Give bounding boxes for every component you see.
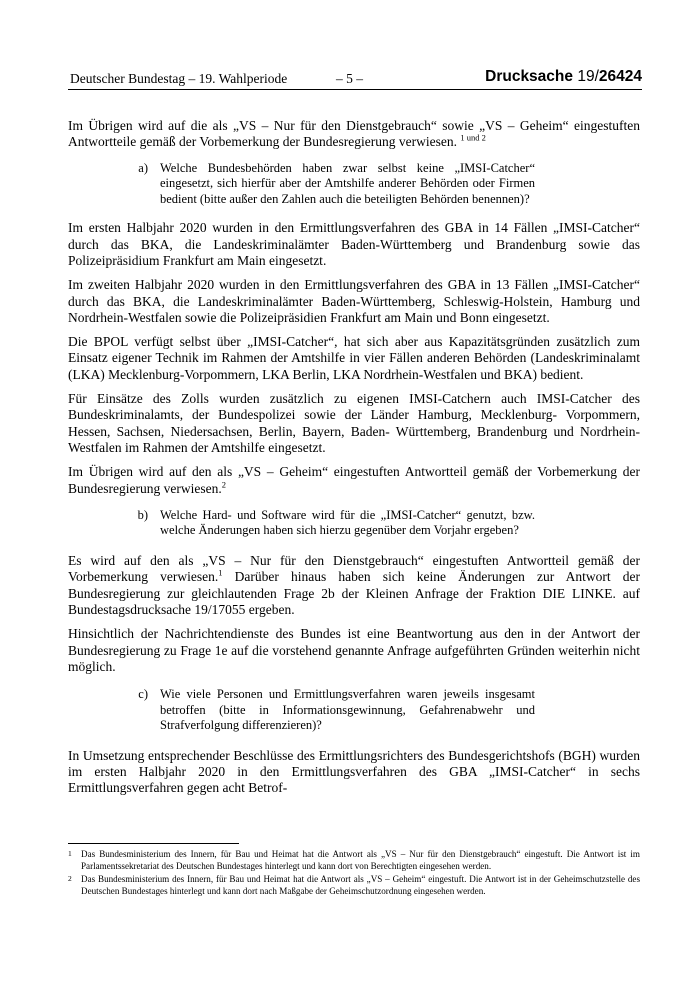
footnote-ref: 1 [218, 567, 223, 578]
footnote-separator [68, 843, 239, 844]
paragraph [68, 118, 640, 151]
paragraph: Die BPOL verfügt selbst über „IMSI-Catcher“, hat sich aber aus Kapazitätsgründen zusätzlich zum Einsatz eigener Technik im Rahmen der Amtshilfe in vier Fällen anderen Behörden (Landeskriminalamt (LKA) Mecklenburg-Vorpommern, LKA Berlin, LKA Nordrhein-Westfalen und BKA) bedient. [68, 334, 640, 382]
paragraph-text: Darüber hinaus haben sich keine Änderungen zur Antwort der Bundesregierung zur gleichlautenden Frage 2b der Kleinen Anfrage der Fraktion DIE LINKE. auf Bundestagsdrucksache 19/17055 ergeben. [68, 569, 641, 617]
header-doc-number: 26424 [598, 68, 642, 85]
question-label: b) [137, 507, 148, 522]
question-label: c) [138, 687, 148, 702]
question-text: Welche Hard- und Software wird für die „IMSI-Catcher“ genutzt, bzw. welche Änderungen haben sich hierzu gegenüber dem Vorjahr ergeben? [160, 507, 535, 538]
document-page [68, 0, 642, 990]
footnote-ref: 1 und 2 [460, 132, 486, 143]
paragraph: Im zweiten Halbjahr 2020 wurden in den Ermittlungsverfahren des GBA in 13 Fällen „IMSI-Catcher“ durch das BKA, die Landeskriminalämter Baden-Württemberg, Schleswig-Holstein, Hamburg und Nordrhein-Westfalen sowie die Polizeipräsidien Frankfurt am Main und Bonn eingesetzt. [68, 277, 640, 325]
question-label: a) [138, 160, 148, 175]
header-page-number: – 5 – [336, 71, 363, 86]
footnote-number: 2 [68, 874, 72, 884]
paragraph [68, 464, 640, 497]
footnote-text: Das Bundesministerium des Innern, für Bau und Heimat hat die Antwort als „VS – Nur für den Dienstgebrauch“ eingestuft. Die Antwort ist im Parlamentssekretariat des Deutschen Bundestages hinterlegt und kann dort von Berechtigten eingesehen werden. [81, 849, 640, 871]
question-b [68, 508, 640, 539]
paragraph-text: Im Übrigen wird auf die als „VS – Nur für den Dienstgebrauch“ sowie „VS – Geheim“ eingestuften Antwortteile gemäß der Vorbemerkung der Bundesregierung verwiesen. [68, 118, 640, 150]
paragraph-text: Es wird auf den als „VS – Nur für den Dienstgebrauch“ eingestuften Antwortteil gemäß der Vorbemerkung verwiesen. [68, 553, 640, 585]
paragraph: In Umsetzung entsprechender Beschlüsse des Ermittlungsrichters des Bundesgerichtshofs (BGH) wurden im ersten Halbjahr 2020 in den Ermittlungsverfahren des GBA „IMSI-Catcher“ in sechs Ermittlungsverfahren gegen acht Betrof- [68, 747, 640, 796]
footnote [68, 849, 640, 872]
paragraph-text: Im Übrigen wird auf den als „VS – Geheim“ eingestuften Antwortteil gemäß der Vorbemerkung der Bundesregierung verwiesen. [68, 464, 640, 496]
question-text: Welche Bundesbehörden haben zwar selbst keine „IMSI-Catcher“ eingesetzt, sich hierfür aber der Amtshilfe anderer Behörden oder Firmen bedient (bitte außer den Zahlen auch die beteiligten Behörden benennen)? [160, 160, 535, 206]
question-text: Wie viele Personen und Ermittlungsverfahren waren jeweils insgesamt betroffen (bitte in Informationsgewinnung, Gefahrenabwehr und Strafverfolgung differenzieren)? [160, 687, 535, 733]
header-doc-label: Drucksache [485, 68, 574, 85]
paragraph: Hinsichtlich der Nachrichtendienste des Bundes ist eine Beantwortung aus den in der Antwort der Bundesregierung zu Frage 1e auf die vorstehend genannte Anfrage aufgeführten Gründen weiterhin nicht möglich. [68, 626, 640, 674]
header-parliament: Deutscher Bundestag – 19. Wahlperiode [70, 71, 288, 86]
paragraph: Für Einsätze des Zolls wurden zusätzlich zu eigenen IMSI-Catchern auch IMSI-Catcher des Bundeskriminalamts, der Bundespolizei sowie der Länder Hamburg, Mecklenburg- Vorpommern, Hessen, Sachsen, Niedersachsen, Berlin, Bayern, Baden- Württemberg, Brandenburg und Nordrhein-Westfalen im Rahmen der Amtshilfe eingesetzt. [68, 391, 640, 455]
footnote [68, 874, 640, 897]
body-text [68, 118, 640, 805]
footnote-number: 1 [68, 849, 72, 858]
paragraph: Im ersten Halbjahr 2020 wurden in den Ermittlungsverfahren des GBA in 14 Fällen „IMSI-Catcher“ durch das BKA, die Landeskriminalämter Baden-Württemberg und Brandenburg sowie das Polizeipräsidium Frankfurt am Main eingesetzt. [68, 220, 640, 268]
header-doc-prefix: 19/ [577, 68, 599, 85]
question-a [68, 161, 640, 208]
footnotes [68, 849, 640, 899]
header-document-number [485, 68, 642, 86]
question-c [68, 687, 640, 734]
footnote-ref: 2 [221, 479, 226, 490]
footnote-text: Das Bundesministerium des Innern, für Bau und Heimat hat die Antwort als „VS – Geheim“ eingestuft. Die Antwort ist in der Geheimschutzstelle des Deutschen Bundestages hinterlegt und kann dort nach Maßgabe der Geheimschutzordnung eingesehen werden. [81, 874, 640, 896]
page-header [68, 68, 642, 88]
paragraph [68, 553, 640, 618]
header-rule [68, 89, 642, 90]
